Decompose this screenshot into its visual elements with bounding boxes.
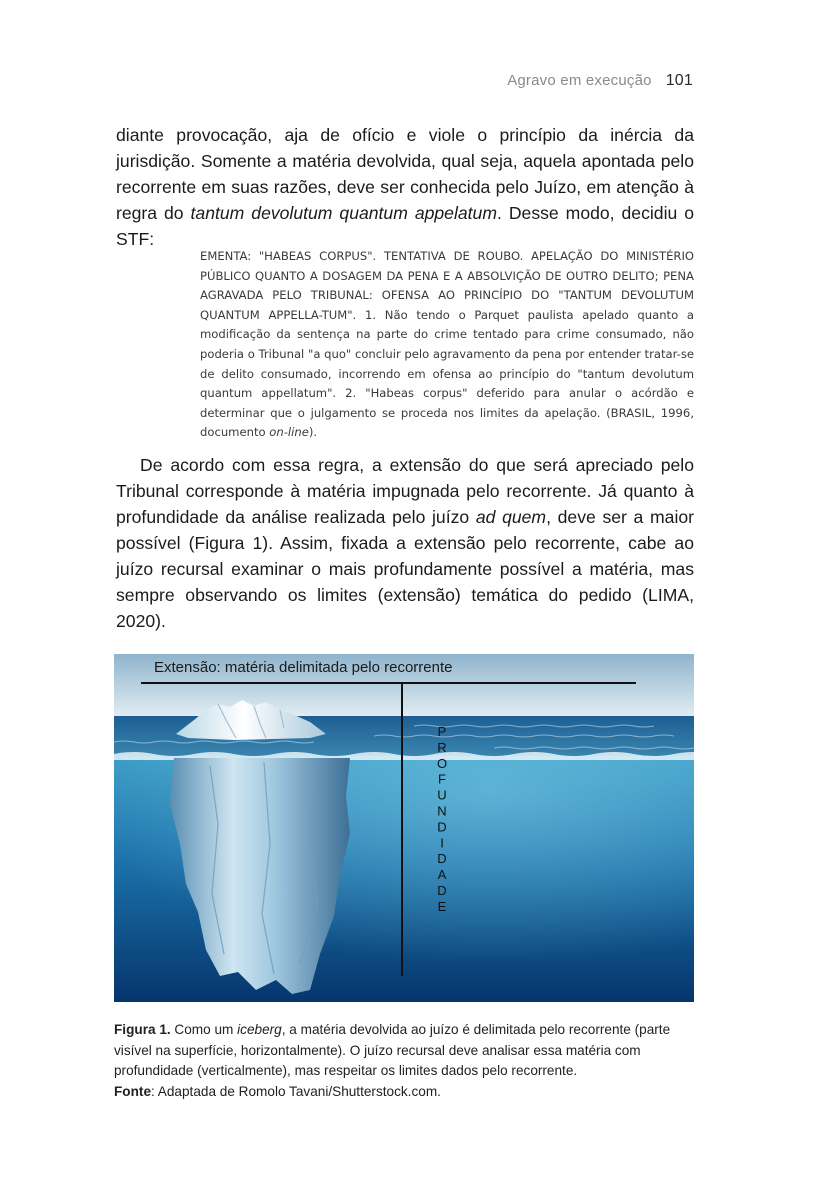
depth-letter: N	[437, 803, 447, 819]
caption-text-a: Como um	[170, 1022, 238, 1037]
paragraph-1	[116, 122, 694, 252]
iceberg-illustration	[114, 654, 694, 1002]
figure-caption	[114, 1020, 694, 1102]
block-quote-text: EMENTA: "HABEAS CORPUS". TENTATIVA DE ROUBO. APELAÇÃO DO MINISTÉRIO PÚBLICO QUANTO A DOSAGEM DA PENA E A ABSOLVIÇÃO DE OUTRO DELITO; PENA AGRAVADA PELO TRIBUNAL: OFENSA AO PRINCÍPIO DO "TANTUM DEVOLUTUM QUANTUM APPELLA-TUM". 1. Não tendo o Parquet paulista apelado quanto a modificação da sentença na parte do crime tentado para crime consumado, não poderia o Tribunal "a quo" concluir pelo agravamento da pena por entender tratar-se de delito consumado, incorrendo em ofensa ao princípio do "tantum devolutum quantum appellatum". 2. "Habeas corpus" deferido para anular o acórdão e determinar que o julgamento se proceda nos limites da apelação. (BRASIL, 1996, documento	[200, 249, 694, 440]
paragraph-1-text-b: . Desse modo, decidiu o STF:	[116, 203, 694, 249]
chapter-title: Agravo em execução	[507, 72, 652, 89]
paragraph-2	[116, 452, 694, 634]
depth-letter: E	[437, 898, 447, 914]
block-quote-italic: on-line	[269, 425, 309, 440]
paragraph-1-text-a: diante provocação, aja de ofício e viole o princípio da inércia da jurisdição. Somente a matéria devolvida, qual seja, aquela apontada pelo recorrente em suas razões, deve ser conhecida pelo Juízo, em atenção à regra do	[116, 125, 694, 223]
depth-letter: P	[437, 724, 447, 739]
caption-label: Figura 1.	[114, 1022, 171, 1037]
depth-letter: A	[437, 867, 447, 883]
depth-letter: R	[437, 739, 447, 755]
block-quote-end: ).	[308, 425, 318, 440]
caption-text-b: , a matéria devolvida ao juízo é delimitada pelo recorrente (parte visível na superfície, horizontalmente). O juízo recursal deve analisar essa matéria com profundidade (verticalmente), mas respeitar os limites dados pelo recorrente.	[114, 1022, 671, 1078]
paragraph-2-latin-phrase: ad quem	[475, 507, 547, 527]
paragraph-2-text-a: De acordo com essa regra, a extensão do que será apreciado pelo Tribunal corresponde à matéria impugnada pelo recorrente. Já quanto à profundidade da análise realizada pelo juízo	[116, 455, 694, 527]
paragraph-2-text-b: , deve ser a maior possível (Figura 1). Assim, fixada a extensão pelo recorrente, cabe ao juízo recursal examinar o mais profundamente possível a matéria, mas sempre observando os limites (extensão) temática do pedido (LIMA, 2020).	[116, 507, 695, 631]
depth-label	[437, 724, 447, 914]
depth-letter: O	[436, 755, 448, 771]
caption-italic: iceberg	[237, 1022, 282, 1037]
source-label: Fonte	[114, 1083, 151, 1099]
depth-letter: D	[437, 819, 447, 835]
extension-label: Extensão: matéria delimitada pelo recorrente	[154, 659, 453, 676]
block-quote	[200, 247, 694, 443]
depth-letter: U	[437, 787, 447, 803]
depth-letter: I	[440, 835, 444, 851]
running-head	[507, 72, 693, 90]
depth-letter: D	[437, 883, 447, 898]
paragraph-1-latin-phrase: tantum devolutum quantum appelatum	[190, 203, 497, 223]
iceberg-figure	[114, 654, 694, 1002]
depth-letter: D	[437, 851, 447, 867]
page-number: 101	[665, 72, 693, 89]
source-text: : Adaptada de Romolo Tavani/Shutterstock.com.	[151, 1083, 441, 1099]
depth-letter: F	[438, 771, 446, 787]
